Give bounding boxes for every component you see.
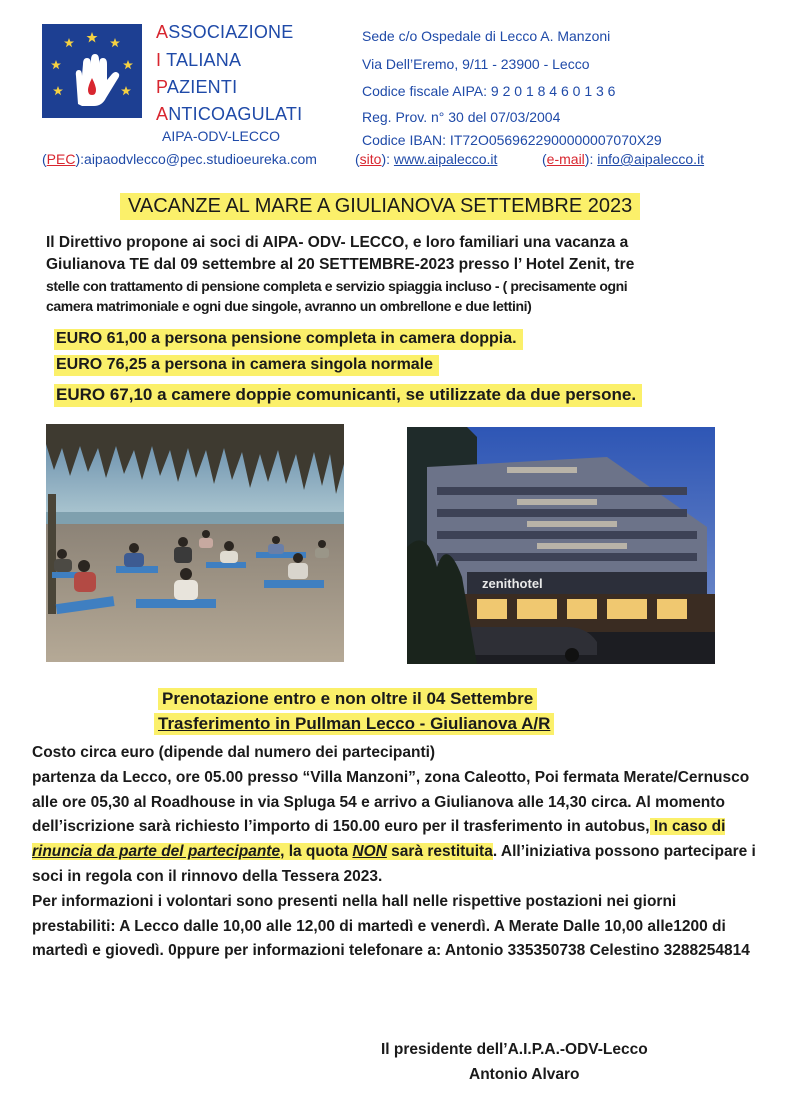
cancellation-emphasis: rinuncia da parte del partecipante bbox=[32, 843, 281, 861]
email-contact: (e-mail): info@aipalecco.it bbox=[542, 151, 705, 167]
departure-details bbox=[32, 766, 762, 890]
cancellation-text: , la quota bbox=[280, 843, 353, 861]
booking-deadline: Prenotazione entro e non oltre il 04 Settembre bbox=[158, 688, 537, 710]
beach-yoga-photo bbox=[46, 424, 344, 662]
price-double-room: EURO 61,00 a persona pensione completa in camera doppia. bbox=[54, 329, 523, 350]
info-headquarters: Sede c/o Ospedale di Lecco A. Manzoni bbox=[362, 28, 611, 44]
departure-text: partenza da Lecco, ore 05.00 presso “Villa Manzoni”, zona Caleotto, Poi fermata Merate/Cernusco alle ore 05,30 al Roadhouse in via Spluga 54 e arrivo a Giulianova alle 14,30 circa. Al momento dell’iscrizione sarà richiesto l’importo di 150.00 euro per il trasferimento in autobus, bbox=[32, 768, 750, 836]
site-link[interactable]: www.aipalecco.it bbox=[393, 151, 498, 167]
site-label: sito bbox=[359, 151, 382, 167]
assoc-name-line-2 bbox=[156, 50, 241, 71]
assoc-name-line-1 bbox=[156, 22, 293, 43]
intro-line: camera matrimoniale e ogni due singole, avranno un ombrellone e due lettini) bbox=[46, 298, 532, 314]
cancellation-text: sarà restituita bbox=[386, 843, 493, 861]
email-link[interactable]: info@aipalecco.it bbox=[597, 151, 705, 167]
signature-name: Antonio Alvaro bbox=[469, 1066, 580, 1083]
association-logo bbox=[42, 24, 142, 118]
assoc-initial: A bbox=[156, 22, 169, 42]
intro-paragraph bbox=[46, 232, 736, 275]
bus-transfer: Trasferimento in Pullman Lecco - Giulianova A/R bbox=[154, 713, 554, 735]
assoc-word: SSOCIAZIONE bbox=[168, 22, 294, 42]
info-tax-code: Codice fiscale AIPA: 9 2 0 1 8 4 6 0 1 3 6 bbox=[362, 83, 616, 99]
assoc-word: TALIANA bbox=[161, 50, 242, 70]
info-registration: Reg. Prov. n° 30 del 07/03/2004 bbox=[362, 109, 561, 125]
hotel-sign-text: zenithotel bbox=[482, 576, 543, 591]
price-connecting-rooms: EURO 67,10 a camere doppie comunicanti, se utilizzate da due persone. bbox=[54, 384, 642, 407]
cancellation-text: In caso di bbox=[649, 818, 726, 836]
site-contact: (sito): www.aipalecco.it bbox=[355, 151, 498, 167]
info-address: Via Dell’Eremo, 9/11 - 23900 - Lecco bbox=[362, 56, 590, 72]
email-label: e-mail bbox=[546, 151, 585, 167]
cost-note: Costo circa euro (dipende dal numero dei partecipanti) bbox=[32, 744, 436, 761]
hand-stars-icon bbox=[42, 24, 142, 118]
pec-label: PEC bbox=[46, 151, 76, 167]
price-single-room: EURO 76,25 a persona in camera singola normale bbox=[54, 355, 439, 376]
pec-link[interactable]: aipaodvlecco@pec.studioeureka.com bbox=[84, 151, 317, 167]
assoc-subtitle: AIPA-ODV-LECCO bbox=[162, 128, 280, 144]
signature-title: Il presidente dell’A.I.P.A.-ODV-Lecco bbox=[381, 1041, 648, 1058]
membership-note: . All’iniziativa possono partecipare i soci in regola con il rinnovo della Tessera 2023. bbox=[32, 843, 756, 885]
details-text bbox=[32, 741, 762, 964]
intro-details bbox=[46, 276, 746, 316]
intro-line: Il Direttivo propone ai soci di AIPA- ODV- LECCO, e loro familiari una vacanza a bbox=[46, 234, 629, 251]
assoc-name-line-3 bbox=[156, 77, 237, 98]
info-contacts: Per informazioni i volontari sono presenti nella hall nelle rispettive postazioni nei giorni prestabiliti: A Lecco dalle 10,00 alle 12,00 di martedì e venerdì. A Merate Dalle 10,00 alle1200 di martedì e giovedì. 0ppure per informazioni telefonare a: Antonio 335350738 Celestino 3288254814 bbox=[32, 892, 750, 960]
hotel-zenit-photo bbox=[407, 427, 715, 664]
assoc-name-line-4 bbox=[156, 104, 302, 125]
info-iban: Codice IBAN: IT72O0569622900000007070X29 bbox=[362, 132, 662, 148]
page-title: VACANZE AL MARE A GIULIANOVA SETTEMBRE 2023 bbox=[120, 193, 640, 220]
assoc-initial: I bbox=[156, 50, 162, 70]
intro-line: Giulianova TE dal 09 settembre al 20 SETTEMBRE-2023 presso l’ Hotel Zenit, tre bbox=[46, 255, 635, 273]
intro-line: stelle con trattamento di pensione completa e servizio spiaggia incluso - ( precisamente ogni bbox=[46, 278, 628, 294]
assoc-initial: A bbox=[156, 104, 169, 124]
pec-contact: (PEC):aipaodvlecco@pec.studioeureka.com bbox=[42, 151, 317, 167]
cancellation-non: NON bbox=[352, 843, 387, 861]
assoc-word: AZIENTI bbox=[166, 77, 238, 97]
assoc-initial: P bbox=[156, 77, 167, 97]
assoc-word: NTICOAGULATI bbox=[168, 104, 303, 124]
